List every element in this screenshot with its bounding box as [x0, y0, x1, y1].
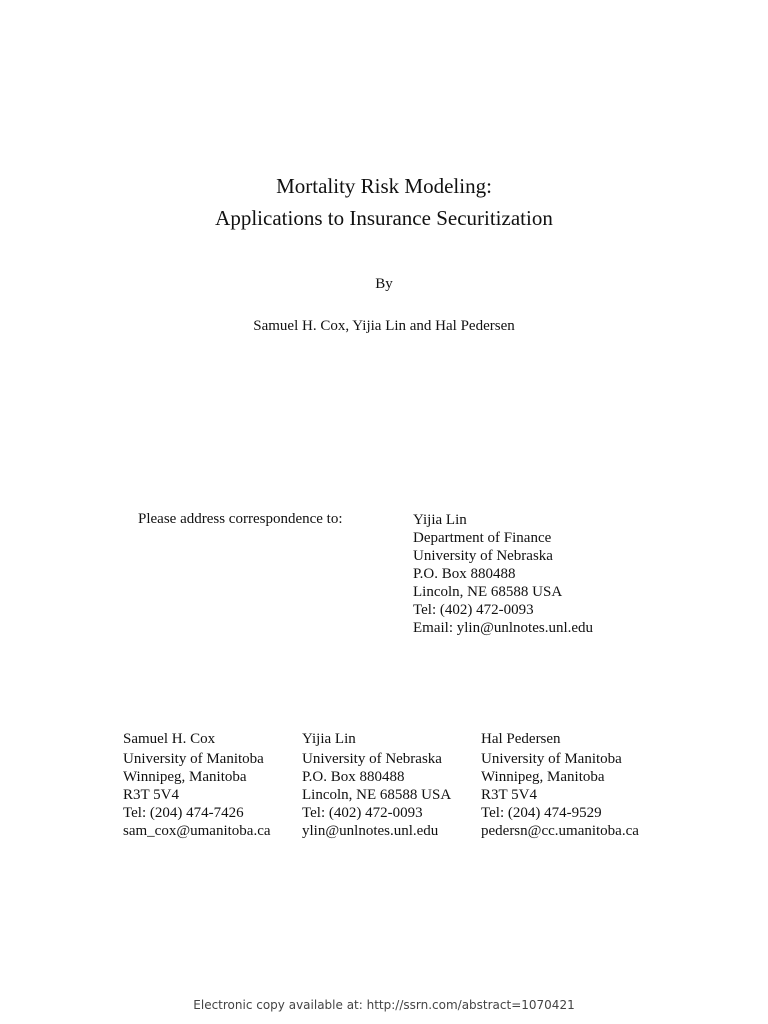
correspondence-address — [413, 511, 593, 637]
address-line: Department of Finance — [413, 530, 552, 546]
contact-line: Winnipeg, Manitoba — [123, 769, 247, 785]
contact-email: ylin@unlnotes.unl.edu — [302, 823, 439, 839]
contact-line: Lincoln, NE 68588 USA — [302, 787, 452, 803]
contact-email: sam_cox@umanitoba.ca — [123, 823, 271, 839]
contact-cox — [123, 730, 271, 840]
contact-line: Tel: (204) 474-7426 — [123, 805, 244, 821]
contact-email: pedersn@cc.umanitoba.ca — [481, 823, 639, 839]
contact-line: University of Manitoba — [481, 751, 622, 767]
contact-line: University of Nebraska — [302, 751, 442, 767]
correspondence-label: Please address correspondence to: — [138, 511, 343, 527]
address-line: Email: ylin@unlnotes.unl.edu — [413, 620, 594, 636]
title-line-1: Mortality Risk Modeling: — [276, 174, 492, 198]
contact-lin — [302, 730, 451, 840]
contact-line: Tel: (402) 472-0093 — [302, 805, 423, 821]
contact-name: Yijia Lin — [302, 731, 356, 747]
contact-line: R3T 5V4 — [123, 787, 179, 803]
contact-line: R3T 5V4 — [481, 787, 537, 803]
byline: By — [375, 276, 393, 292]
address-line: Lincoln, NE 68588 USA — [413, 584, 563, 600]
contact-line: Tel: (204) 474-9529 — [481, 805, 602, 821]
address-line: University of Nebraska — [413, 548, 553, 564]
address-line: Tel: (402) 472-0093 — [413, 602, 534, 618]
contact-line: P.O. Box 880488 — [302, 769, 405, 785]
contact-name: Samuel H. Cox — [123, 731, 216, 747]
title-line-2: Applications to Insurance Securitization — [215, 206, 553, 230]
contact-name: Hal Pedersen — [481, 731, 561, 747]
author-list: Samuel H. Cox, Yijia Lin and Hal Pedersen — [253, 318, 515, 334]
ssrn-footer: Electronic copy available at: http://ssrn.com/abstract=1070421 — [193, 998, 575, 1012]
contact-line: Winnipeg, Manitoba — [481, 769, 605, 785]
contact-pedersen — [481, 730, 639, 840]
address-line: Yijia Lin — [413, 512, 467, 528]
paper-title — [0, 170, 768, 234]
address-line: P.O. Box 880488 — [413, 566, 516, 582]
contact-line: University of Manitoba — [123, 751, 264, 767]
